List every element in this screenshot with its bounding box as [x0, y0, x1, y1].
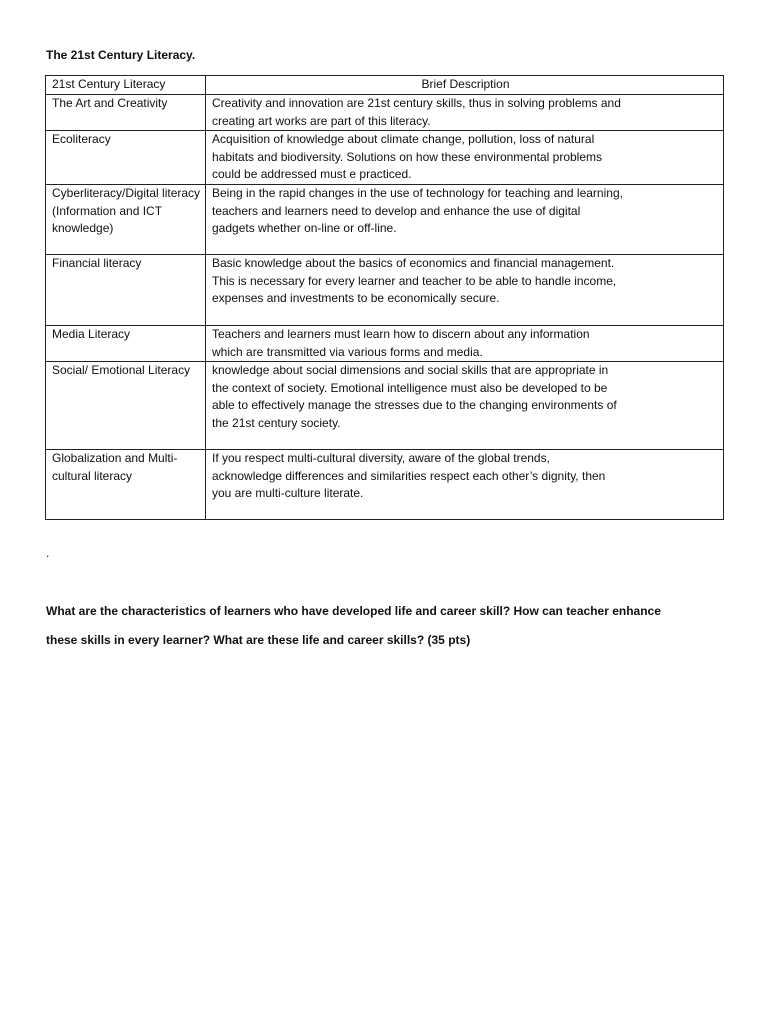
- table-row: [46, 184, 724, 254]
- literacy-cell: The Art and Creativity: [46, 95, 206, 131]
- table-row: [46, 131, 724, 185]
- table-row: [46, 325, 724, 361]
- separator-dot: .: [46, 546, 50, 560]
- literacy-table: [45, 75, 724, 520]
- description-cell: Being in the rapid changes in the use of technology for teaching and learning, teachers and learners need to develop and enhance the use of digital gadgets whether on-line or off-line.: [206, 184, 724, 254]
- literacy-cell: Media Literacy: [46, 325, 206, 361]
- description-cell: If you respect multi-cultural diversity, aware of the global trends, acknowledge differences and similarities respect each other’s dignity, then you are multi-culture literate.: [206, 450, 724, 520]
- literacy-cell: Financial literacy: [46, 254, 206, 325]
- description-cell: knowledge about social dimensions and social skills that are appropriate in the context of society. Emotional intelligence must also be developed to be able to effectively manage the stresses due to the changing environments of the 21st century society.: [206, 362, 724, 450]
- table-row: [46, 450, 724, 520]
- table-row: [46, 95, 724, 131]
- description-cell: Acquisition of knowledge about climate change, pollution, loss of natural habitats and biodiversity. Solutions on how these environmental problems could be addressed must e practiced.: [206, 131, 724, 185]
- description-cell: Basic knowledge about the basics of economics and financial management. This is necessary for every learner and teacher to be able to handle income, expenses and investments to be economically secure.: [206, 254, 724, 325]
- literacy-cell: Social/ Emotional Literacy: [46, 362, 206, 450]
- page-title: The 21st Century Literacy.: [46, 48, 196, 62]
- column-header-literacy: 21st Century Literacy: [46, 76, 206, 95]
- question-line: these skills in every learner? What are these life and career skills? (35 pts): [46, 633, 471, 647]
- column-header-description: Brief Description: [206, 76, 724, 95]
- literacy-cell: Cyberliteracy/Digital literacy (Information and ICT knowledge): [46, 184, 206, 254]
- table-header-row: [46, 76, 724, 95]
- description-cell: Creativity and innovation are 21st century skills, thus in solving problems and creating art works are part of this literacy.: [206, 95, 724, 131]
- table-row: [46, 362, 724, 450]
- table-row: [46, 254, 724, 325]
- description-cell: Teachers and learners must learn how to discern about any information which are transmitted via various forms and media.: [206, 325, 724, 361]
- literacy-cell: Globalization and Multi-cultural literacy: [46, 450, 206, 520]
- literacy-cell: Ecoliteracy: [46, 131, 206, 185]
- question-line: What are the characteristics of learners who have developed life and career skill? How can teacher enhance: [46, 604, 661, 618]
